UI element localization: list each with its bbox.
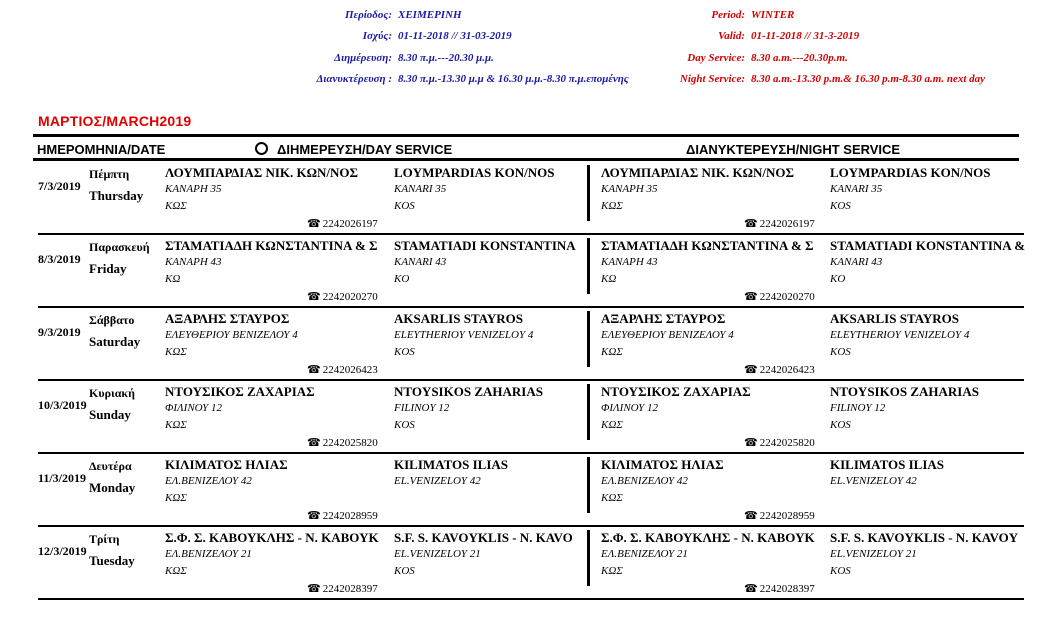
phone-number: 2242026197: [759, 218, 815, 230]
row-divider: [38, 379, 1024, 381]
night-pharmacy-name-en: NTOYSIKOS ZAHARIAS: [830, 384, 979, 399]
column-header-day-service-label: ΔΙΗΜΕΡΕΥΣΗ/DAY SERVICE: [277, 142, 453, 157]
day-pharmacy-city-en: KOS: [394, 419, 415, 431]
day-pharmacy-address-en: FILINOY 12: [394, 402, 450, 414]
night-pharmacy-city-en: KOS: [830, 565, 851, 577]
night-pharmacy-city-gr: ΚΩΣ: [601, 492, 623, 504]
table-top-rule: [33, 134, 1019, 137]
night-pharmacy-name-en: STAMATIADI KONSTANTINA &: [830, 238, 1026, 253]
day-pharmacy-address-gr: ΚΑΝΑΡΗ 43: [165, 256, 222, 268]
phone-icon: ☎: [307, 437, 321, 449]
row-day-en: Friday: [89, 261, 127, 276]
night-pharmacy-phone: [744, 363, 815, 376]
row-divider: [38, 306, 1024, 308]
row-date: 9/3/2019: [38, 325, 81, 339]
row-date: 10/3/2019: [38, 398, 87, 412]
day-pharmacy-city-gr: ΚΩΣ: [165, 200, 187, 212]
night-pharmacy-address-gr: ΦΙΛΙΝΟΥ 12: [601, 402, 659, 414]
phone-icon: ☎: [744, 583, 758, 595]
night-pharmacy-city-gr: ΚΩΣ: [601, 565, 623, 577]
phone-icon: ☎: [744, 510, 758, 522]
column-divider: [587, 384, 590, 440]
night-pharmacy-city-en: KO: [830, 273, 846, 285]
row-day-en: Tuesday: [89, 553, 135, 568]
row-divider: [38, 525, 1024, 527]
valid-value-gr: 01-11-2018 // 31-03-2019: [398, 30, 512, 42]
night-service-label-en: Night Service:: [679, 73, 745, 85]
phone-number: 2242026423: [322, 364, 378, 376]
day-pharmacy-city-en: KOS: [394, 565, 415, 577]
night-pharmacy-city-gr: ΚΩ: [601, 273, 617, 285]
day-pharmacy-city-en: KO: [394, 273, 410, 285]
night-service-value-en: 8.30 a.m.-13.30 p.m.& 16.30 p.m-8.30 a.m. next day: [751, 73, 986, 85]
day-pharmacy-name-en: LOYMPARDIAS KON/NOS: [394, 165, 555, 180]
row-date: 11/3/2019: [38, 471, 87, 485]
phone-number: 2242025820: [322, 437, 378, 449]
night-pharmacy-phone: [744, 290, 815, 303]
row-day-en: Sunday: [89, 407, 131, 422]
day-pharmacy-address-gr: ΚΑΝΑΡΗ 35: [165, 183, 222, 195]
night-pharmacy-city-en: KOS: [830, 200, 851, 212]
night-pharmacy-name-gr: ΣΤΑΜΑΤΙΑΔΗ ΚΩΝΣΤΑΝΤΙΝΑ & Σ: [601, 238, 814, 253]
phone-number: 2242028959: [322, 510, 378, 522]
day-pharmacy-phone: [307, 509, 378, 522]
night-pharmacy-name-gr: ΚΙΛΙΜΑΤΟΣ ΗΛΙΑΣ: [601, 457, 724, 472]
day-pharmacy-name-gr: Σ.Φ. Σ. ΚΑΒΟΥΚΛΗΣ - Ν. ΚΑΒΟΥΚ: [165, 530, 379, 545]
night-pharmacy-name-gr: ΛΟΥΜΠΑΡΔΙΑΣ ΝΙΚ. ΚΩΝ/ΝΟΣ: [601, 165, 795, 180]
day-pharmacy-phone: [307, 290, 378, 303]
night-pharmacy-address-gr: ΕΛ.ΒΕΝΙΖΕΛΟΥ 21: [601, 548, 688, 560]
row-day-en: Thursday: [89, 188, 144, 203]
night-pharmacy-address-en: ELEYTHERIOY VENIZELOY 4: [830, 329, 970, 341]
day-pharmacy-phone: [307, 363, 378, 376]
night-service-label-gr: Διανυκτέρευση :: [316, 73, 392, 85]
phone-number: 2242020270: [759, 291, 815, 303]
night-pharmacy-name-en: LOYMPARDIAS KON/NOS: [830, 165, 991, 180]
column-header-night-service: ΔΙΑΝΥΚΤΕΡΕΥΣΗ/NIGHT SERVICE: [686, 142, 901, 157]
column-header-date: ΗΜΕΡΟΜΗΝΙΑ/DATE: [37, 142, 166, 157]
night-pharmacy-phone: [744, 509, 815, 522]
day-pharmacy-phone: [307, 436, 378, 449]
day-pharmacy-city-gr: ΚΩΣ: [165, 419, 187, 431]
column-divider: [587, 457, 590, 513]
night-pharmacy-address-gr: ΕΛΕΥΘΕΡΙΟΥ ΒΕΝΙΖΕΛΟΥ 4: [601, 329, 734, 341]
period-value-en: WINTER: [751, 9, 795, 21]
day-pharmacy-name-gr: ΝΤΟΥΣΙΚΟΣ ΖΑΧΑΡΙΑΣ: [165, 384, 315, 399]
night-pharmacy-city-en: KOS: [830, 346, 851, 358]
day-pharmacy-address-gr: ΕΛΕΥΘΕΡΙΟΥ ΒΕΝΙΖΕΛΟΥ 4: [165, 329, 298, 341]
phone-icon: ☎: [744, 437, 758, 449]
day-service-label-gr: Διημέρευση:: [334, 52, 392, 64]
day-pharmacy-name-en: STAMATIADI KONSTANTINA: [394, 238, 576, 253]
day-pharmacy-name-gr: ΣΤΑΜΑΤΙΑΔΗ ΚΩΝΣΤΑΝΤΙΝΑ & Σ: [165, 238, 378, 253]
night-pharmacy-name-en: S.F. S. KAVOYKLIS - N. KAVOY: [830, 530, 1019, 545]
day-pharmacy-address-en: ELEYTHERIOY VENIZELOY 4: [394, 329, 534, 341]
day-pharmacy-city-en: KOS: [394, 200, 415, 212]
table-header-rule: [33, 158, 1019, 161]
day-pharmacy-name-en: KILIMATOS ILIAS: [394, 457, 509, 472]
night-pharmacy-address-en: EL.VENIZELOY 21: [830, 548, 917, 560]
phone-icon: ☎: [744, 364, 758, 376]
day-pharmacy-name-en: NTOYSIKOS ZAHARIAS: [394, 384, 543, 399]
night-service-value-gr: 8.30 π.μ.-13.30 μ.μ & 16.30 μ.μ.-8.30 π.μ.επομένης: [398, 73, 629, 85]
day-pharmacy-name-gr: ΑΞΑΡΛΗΣ ΣΤΑΥΡΟΣ: [165, 311, 290, 326]
column-divider: [587, 530, 590, 586]
row-day-gr: Πέμπτη: [89, 167, 130, 181]
day-pharmacy-phone: [307, 217, 378, 230]
night-pharmacy-address-gr: ΕΛ.ΒΕΝΙΖΕΛΟΥ 42: [601, 475, 688, 487]
night-pharmacy-address-gr: ΚΑΝΑΡΗ 43: [601, 256, 658, 268]
row-day-gr: Δευτέρα: [89, 459, 132, 473]
day-service-value-gr: 8.30 π.μ.---20.30 μ.μ.: [398, 52, 494, 64]
column-divider: [587, 238, 590, 294]
day-pharmacy-address-en: KANARI 35: [394, 183, 447, 195]
day-pharmacy-address-gr: ΕΛ.ΒΕΝΙΖΕΛΟΥ 21: [165, 548, 252, 560]
day-pharmacy-city-gr: ΚΩΣ: [165, 492, 187, 504]
day-pharmacy-phone: [307, 582, 378, 595]
period-label-en: Period:: [711, 9, 745, 21]
phone-number: 2242026197: [322, 218, 378, 230]
night-pharmacy-city-en: KOS: [830, 419, 851, 431]
night-pharmacy-phone: [744, 582, 815, 595]
day-pharmacy-city-en: KOS: [394, 346, 415, 358]
row-date: 12/3/2019: [38, 544, 87, 558]
night-pharmacy-name-en: AKSARLIS STAYROS: [830, 311, 959, 326]
row-day-gr: Παρασκευή: [89, 240, 150, 254]
phone-number: 2242028397: [759, 583, 815, 595]
phone-icon: ☎: [307, 364, 321, 376]
phone-icon: ☎: [744, 218, 758, 230]
phone-icon: ☎: [307, 291, 321, 303]
phone-number: 2242020270: [322, 291, 378, 303]
night-pharmacy-city-gr: ΚΩΣ: [601, 200, 623, 212]
night-pharmacy-phone: [744, 217, 815, 230]
day-pharmacy-address-gr: ΕΛ.ΒΕΝΙΖΕΛΟΥ 42: [165, 475, 252, 487]
period-value-gr: ΧΕΙΜΕΡΙΝΗ: [398, 9, 462, 21]
row-day-en: Monday: [89, 480, 136, 495]
night-pharmacy-name-gr: ΑΞΑΡΛΗΣ ΣΤΑΥΡΟΣ: [601, 311, 726, 326]
day-pharmacy-address-en: EL.VENIZELOY 42: [394, 475, 481, 487]
phone-icon: ☎: [744, 291, 758, 303]
day-service-value-en: 8.30 a.m.---20.30p.m.: [751, 52, 848, 64]
row-divider: [38, 233, 1024, 235]
phone-number: 2242028959: [759, 510, 815, 522]
night-pharmacy-name-en: KILIMATOS ILIAS: [830, 457, 945, 472]
night-pharmacy-name-gr: ΝΤΟΥΣΙΚΟΣ ΖΑΧΑΡΙΑΣ: [601, 384, 751, 399]
day-pharmacy-city-gr: ΚΩΣ: [165, 565, 187, 577]
column-header-day-service: [255, 141, 452, 158]
day-pharmacy-city-gr: ΚΩ: [165, 273, 181, 285]
phone-number: 2242025820: [759, 437, 815, 449]
night-pharmacy-address-en: KANARI 35: [830, 183, 883, 195]
phone-icon: ☎: [307, 583, 321, 595]
phone-icon: ☎: [307, 218, 321, 230]
day-pharmacy-address-en: KANARI 43: [394, 256, 447, 268]
day-service-label-en: Day Service:: [687, 52, 745, 64]
night-pharmacy-city-gr: ΚΩΣ: [601, 346, 623, 358]
night-pharmacy-name-gr: Σ.Φ. Σ. ΚΑΒΟΥΚΛΗΣ - Ν. ΚΑΒΟΥΚ: [601, 530, 815, 545]
circle-icon: [255, 142, 268, 155]
night-pharmacy-address-gr: ΚΑΝΑΡΗ 35: [601, 183, 658, 195]
valid-value-en: 01-11-2018 // 31-3-2019: [751, 30, 860, 42]
month-title: ΜΑΡΤΙΟΣ/MARCH2019: [38, 113, 192, 129]
day-pharmacy-name-gr: ΚΙΛΙΜΑΤΟΣ ΗΛΙΑΣ: [165, 457, 288, 472]
phone-number: 2242028397: [322, 583, 378, 595]
night-pharmacy-address-en: KANARI 43: [830, 256, 883, 268]
column-divider: [587, 311, 590, 367]
night-pharmacy-address-en: FILINOY 12: [830, 402, 886, 414]
row-day-en: Saturday: [89, 334, 141, 349]
phone-icon: ☎: [307, 510, 321, 522]
column-divider: [587, 165, 590, 221]
night-pharmacy-address-en: EL.VENIZELOY 42: [830, 475, 917, 487]
row-day-gr: Τρίτη: [89, 532, 120, 546]
day-pharmacy-name-en: AKSARLIS STAYROS: [394, 311, 523, 326]
row-date: 7/3/2019: [38, 179, 81, 193]
day-pharmacy-address-en: EL.VENIZELOY 21: [394, 548, 481, 560]
night-pharmacy-phone: [744, 436, 815, 449]
day-pharmacy-name-en: S.F. S. KAVOYKLIS - N. KAVO: [394, 530, 573, 545]
row-date: 8/3/2019: [38, 252, 81, 266]
phone-number: 2242026423: [759, 364, 815, 376]
day-pharmacy-name-gr: ΛΟΥΜΠΑΡΔΙΑΣ ΝΙΚ. ΚΩΝ/ΝΟΣ: [165, 165, 359, 180]
row-day-gr: Κυριακή: [89, 386, 135, 400]
period-label-gr: Περίοδος:: [345, 9, 392, 21]
valid-label-en: Valid:: [718, 30, 745, 42]
row-divider: [38, 598, 1024, 600]
day-pharmacy-city-gr: ΚΩΣ: [165, 346, 187, 358]
row-divider: [38, 452, 1024, 454]
row-day-gr: Σάββατο: [89, 313, 135, 327]
valid-label-gr: Ισχύς:: [362, 30, 392, 42]
day-pharmacy-address-gr: ΦΙΛΙΝΟΥ 12: [165, 402, 223, 414]
night-pharmacy-city-gr: ΚΩΣ: [601, 419, 623, 431]
